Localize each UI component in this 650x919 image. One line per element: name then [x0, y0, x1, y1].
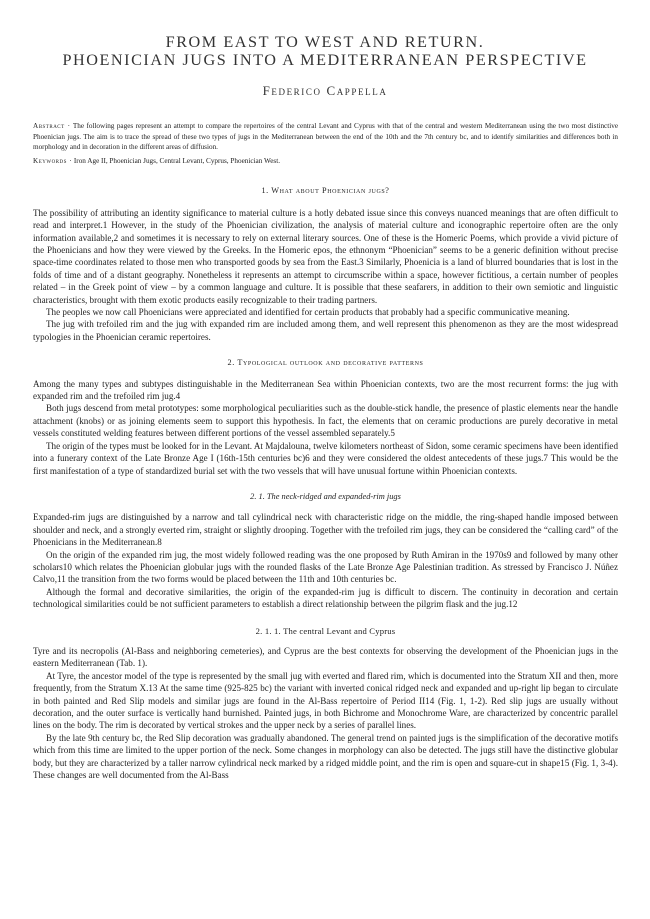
section-2-1-paragraph-2: On the origin of the expanded rim jug, the most widely followed reading was the one proposed by Ruth Amiran in the 1970s9 and followed by many other scholars10 which relates the Phoenician globular jugs with the rounded flasks of the Late Bronze Age Palestinian tradition. As stressed by Francisco J. Núñez Calvo,11 the transition from the two forms would be placed between the 11th and 10th centuries bc. — [33, 549, 618, 585]
section-1-paragraph-1: The possibility of attributing an identity significance to material culture is a hotly debated issue since this conveys nuanced meanings that are often difficult to read and interpret.1 However, in the study of the Phoenician civilization, the analysis of material culture and iconographic repertoire often are the only information available,2 and sometimes it is necessary to rely on external literary sources. One of these is the Homeric Poems, which provide a vivid picture of the Phoenicians and how they were viewed by the Greeks. In the Homeric epos, the ethnonym “Phoenician” seems to be a generic definition without precise space-time coordinates related to those men who transported goods by sea from the East.3 Similarly, Phoenicia is a land of blurred boundaries that is lost in the folds of time and of a distant geography. Nonetheless it represents an attempt to circumscribe within a space, however fictitious, a certain number of peoples related – in the Greek point of view – by a common language and culture. It is possible that these seafarers, in addition to their own semiotic and linguistic characteristics, brought with them exotic products easily recognizable to their trading partners. — [33, 207, 618, 305]
keywords-text: Iron Age II, Phoenician Jugs, Central Levant, Cyprus, Phoenician West. — [73, 156, 280, 165]
section-1-paragraph-2: The peoples we now call Phoenicians were appreciated and identified for certain products that probably had a specific communicative meaning. — [46, 307, 570, 318]
article-body — [33, 121, 618, 781]
keywords — [33, 156, 618, 167]
section-heading-2-1-1: 2. 1. 1. The central Levant and Cyprus — [255, 625, 396, 636]
section-2-1-1-paragraph-3: By the late 9th century bc, the Red Slip decoration was gradually abandoned. The general trend on painted jugs is the simplification of the decorative motifs which from this time are limited to the upper portion of the neck. Some changes in morphology can also be detected. The jugs still have the distinctive globular body, but they are characterized by a taller narrow cylindrical neck marked by a ridged middle point, and the rim is open and square-cut in shape15 (Fig. 1, 3-4). These changes are well documented from the Al-Bass — [33, 732, 618, 781]
article-author: Federico Cappella — [262, 83, 388, 98]
section-2-paragraph-3: The origin of the types must be looked for in the Levant. At Majdalouna, twelve kilometers northeast of Sidon, some ceramic specimens have been identified into a funerary context of the Late Bronze Age I (16th-15th centuries bc)6 and they were considered the oldest antecedents of these jugs.7 This would be the first manifestation of a type of standardized burial set with the two vessels that will have unusual fortune within Phoenician contexts. — [33, 440, 618, 476]
abstract — [33, 121, 618, 153]
section-2-1-1-paragraph-1: Tyre and its necropolis (Al-Bass and neighboring cemeteries), and Cyprus are the best contexts for observing the development of the Phoenician jugs in the eastern Mediterranean (Tab. 1). — [33, 645, 618, 669]
title-line-1: FROM EAST TO WEST AND RETURN. — [165, 33, 485, 51]
title-line-2: PHOENICIAN JUGS INTO A MEDITERRANEAN PERSPECTIVE — [62, 51, 588, 69]
section-2-paragraph-2: Both jugs descend from metal prototypes: some morphological peculiarities such as the double-stick handle, the presence of plastic elements near the handle attachment (knobs) or as joining elements seem to support this hypothesis. In fact, the elements that on ceramic productions are purely decorative in metal vessels constituted welding features between different portions of the vessel assembled separately.5 — [33, 403, 618, 439]
article-title — [30, 33, 620, 69]
keywords-label: Keywords · — [33, 156, 73, 165]
section-heading-2-1: 2. 1. The neck-ridged and expanded-rim jugs — [250, 491, 401, 501]
section-2-1-paragraph-3: Although the formal and decorative similarities, the origin of the expanded-rim jug is difficult to discern. The continuity in decoration and certain technological similarities could be not sufficient parameters to establish a direct relationship between the pilgrim flask and the jug.12 — [33, 586, 618, 610]
abstract-text: The following pages represent an attempt to compare the repertoires of the central Levant and Cyprus with that of the central and western Mediterranean using the two most distinctive Phoenician jugs. The aim is to trace the spread of these two types of jugs in the Mediterranean between the end of the 10th and the 7th century bc, and to identify similarities and differences both in morphology and in decoration in the different areas of diffusion. — [33, 122, 619, 152]
section-1-paragraph-3: The jug with trefoiled rim and the jug with expanded rim are included among them, and well represent this phenomenon as they are the most widespread typologies in the Phoenician ceramic repertoires. — [33, 319, 618, 342]
section-2-1-1-paragraph-2: At Tyre, the ancestor model of the type is represented by the small jug with everted and flared rim, which is documented into the Stratum XII and then, more frequently, from the Stratum X.13 At the same time (925-825 bc) the variant with inverted conical ridged neck and expanded and up-right lip began to circulate in both painted and Red Slip models and similar jugs are found in the Al-Bass repertoire of Period II14 (Fig. 1, 1-2). Red slip jugs are usually without decoration, and the outer surface is vertically hand burnished. Painted jugs, in both Bichrome and Monochrome Ware, are characterized by concentric parallel lines on the body. The rim is decorated by vertical strokes and the upper neck by a series of parallel lines. — [33, 670, 618, 731]
section-heading-2: 2. Typological outlook and decorative patterns — [227, 358, 424, 368]
section-2-1-paragraph-1: Expanded-rim jugs are distinguished by a narrow and tall cylindrical neck with characteristic ridge on the middle, the ring-shaped handle imposed between shoulder and neck, and a strongly everted rim, straight or slightly drooping. Together with the trefoiled rim jugs, they can be considered the “calling card” of the Phoenicians in the Mediterranean.8 — [33, 512, 618, 548]
section-2-paragraph-1: Among the many types and subtypes distinguishable in the Mediterranean Sea within Phoenician contexts, two are the most recurrent forms: the jug with expanded rim and the trefoiled rim jug.4 — [33, 378, 618, 402]
abstract-label: Abstract · — [33, 122, 71, 130]
section-heading-1: 1. What about Phoenician jugs? — [261, 186, 390, 196]
